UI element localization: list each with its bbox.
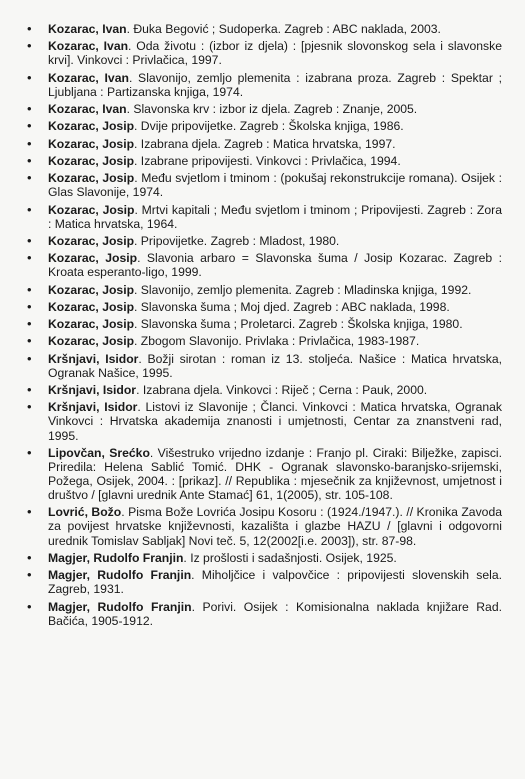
bullet-icon: •: [27, 170, 32, 186]
bibliography-entry: [27, 350, 502, 380]
entry-description: . Đuka Begović ; Sudoperka. Zagreb : ABC naklada, 2003.: [126, 22, 441, 36]
entry-description: . Slavonia arbaro = Slavonska šuma / Josip Kozarac. Zagreb : Kroata esperanto-ligo, 1999.: [48, 251, 503, 280]
bullet-icon: •: [27, 399, 32, 415]
bibliography-entry: [27, 250, 503, 280]
entry-description: . Slavonska krv : izbor iz djela. Zagreb : Znanje, 2005.: [126, 102, 418, 117]
entry-description: . Višestruko vrijedno izdanje : Franjo pl. Ciraki: Bilježke, zapisci. Priredila: Helena Sablić Tomić. DHK - Ogranak slavonsko-baranjsko-srijemski, Požega, Osijek, 2004. : [prikaz]. // Republika : mjesečnik za književnost, umjetnost i društvo / [glavni urednik Ante Stamać] 61, 1(2005), str. 105-108.: [48, 445, 503, 503]
entry-description: . Izabrana djela. Vinkovci : Riječ ; Cerna : Pauk, 2000.: [136, 383, 428, 398]
entry-author: Kozarac, Josip: [48, 136, 135, 151]
entry-description: . Slavonijo, zemljo plemenita. Zagreb : Mladinska knjiga, 1992.: [134, 282, 472, 297]
bibliography-entry: [27, 201, 502, 231]
bullet-icon: •: [27, 598, 32, 614]
bibliography-entry: [27, 333, 502, 349]
entry-description: . Slavonska šuma ; Proletarci. Zagreb : Školska knjiga, 1980.: [134, 317, 463, 332]
bullet-icon: •: [27, 316, 32, 332]
entry-author: Magjer, Rudolfo Franjin: [48, 568, 192, 583]
bibliography-entry: [27, 382, 502, 398]
bullet-icon: •: [27, 281, 32, 297]
entry-description: . Pisma Bože Lovrića Josipu Kosoru : (1924./1947.). // Kronika Zavoda za povijest hrvatske književnosti, kazališta i glazbe HAZU / [glavni i odgovorni urednik Tomislav Sabljak] Novi teč. 5, 12(2002[i.e. 2003]), str. 87-98.: [48, 505, 502, 548]
bullet-icon: •: [27, 69, 32, 85]
entry-description: . Oda životu : (izbor iz djela) : [pjesnik slovonskog sela i slavonske krvi]. Vinkovci : Privlačica, 1997.: [48, 39, 502, 68]
entry-description: . Iz prošlosti i sadašnjosti. Osijek, 1925.: [183, 550, 397, 565]
entry-author: Kozarac, Ivan: [48, 102, 127, 117]
bullet-icon: •: [27, 250, 32, 266]
bullet-icon: •: [27, 21, 32, 36]
entry-author: Magjer, Rudolfo Franjin: [48, 550, 184, 565]
bibliography-list: [27, 21, 503, 631]
entry-description: . Dvije pripovijetke. Zagreb : Školska knjiga, 1986.: [134, 119, 404, 134]
bibliography-entry: [27, 101, 502, 117]
bullet-icon: •: [27, 549, 32, 565]
bullet-icon: •: [27, 567, 32, 583]
bullet-icon: •: [27, 444, 32, 460]
entry-author: Kozarac, Josip: [48, 251, 138, 266]
entry-author: Kozarac, Josip: [48, 299, 135, 314]
entry-description: . Porivi. Osijek : Komisionalna naklada knjižare Rad. Bačića, 1905-1912.: [48, 599, 502, 628]
bullet-icon: •: [27, 135, 32, 151]
entry-description: . Među svjetlom i tminom : (pokušaj rekonstrukcije romana). Osijek : Glas Slavonije, 1974.: [48, 171, 502, 200]
bibliography-entry: [27, 170, 502, 200]
entry-author: Kozarac, Josip: [48, 282, 135, 297]
bibliography-entry: [27, 549, 502, 565]
bibliography-entry: [27, 281, 502, 297]
entry-description: . Zbogom Slavonijo. Privlaka : Privlačica, 1983-1987.: [134, 334, 420, 349]
bullet-icon: •: [27, 232, 32, 248]
bibliography-entry: [27, 152, 502, 168]
bibliography-entry: [27, 504, 502, 548]
entry-description: . Slavonijo, zemljo plemenita : izabrana proza. Zagreb : Spektar ; Ljubljana : Partizanska knjiga, 1974.: [48, 70, 502, 99]
bullet-icon: •: [27, 101, 32, 117]
bibliography-entry: [27, 69, 502, 99]
entry-author: Lovrić, Božo: [48, 505, 122, 520]
bullet-icon: •: [27, 504, 32, 520]
bullet-icon: •: [27, 333, 32, 349]
bibliography-entry: [27, 38, 502, 68]
entry-description: . Izabrane pripovijesti. Vinkovci : Privlačica, 1994.: [134, 153, 401, 168]
entry-author: Kozarac, Josip: [48, 334, 135, 349]
bibliography-entry: [27, 135, 502, 151]
bullet-icon: •: [27, 38, 32, 54]
bibliography-entry: [27, 232, 502, 248]
bullet-icon: •: [27, 382, 32, 398]
bibliography-entry: [27, 598, 502, 628]
bibliography-entry: [27, 118, 502, 134]
entry-author: Kozarac, Josip: [48, 153, 135, 168]
bibliography-entry: [27, 399, 502, 443]
entry-author: Kozarac, Ivan: [48, 70, 129, 85]
bullet-icon: •: [27, 350, 32, 366]
bibliography-entry: [27, 298, 502, 314]
entry-description: . Božji sirotan : roman iz 13. stoljeća. Našice : Matica hrvatska, Ogranak Našice, 1995.: [48, 351, 502, 380]
bullet-icon: •: [27, 152, 32, 168]
entry-author: Kozarac, Josip: [48, 202, 135, 217]
entry-description: . Miholjčice i valpovčice : pripovijesti slovenskih sela. Zagreb, 1931.: [48, 568, 503, 597]
entry-author: Kozarac, Ivan: [48, 22, 127, 36]
entry-author: Magjer, Rudolfo Franjin: [48, 599, 192, 614]
entry-author: Kršnjavi, Isidor: [48, 400, 138, 415]
entry-author: Kozarac, Josip: [48, 171, 135, 186]
entry-author: Kozarac, Ivan: [48, 39, 129, 54]
entry-description: . Mrtvi kapitali ; Među svjetlom i tminom ; Pripovijesti. Zagreb : Zora : Matica hrvatska, 1964.: [48, 202, 502, 231]
entry-author: Kršnjavi, Isidor: [48, 383, 137, 398]
entry-author: Kozarac, Josip: [48, 233, 135, 248]
bullet-icon: •: [27, 201, 32, 217]
entry-description: . Pripovijetke. Zagreb : Mladost, 1980.: [134, 233, 340, 248]
entry-description: . Slavonska šuma ; Moj djed. Zagreb : ABC naklada, 1998.: [134, 299, 450, 314]
entry-description: . Izabrana djela. Zagreb : Matica hrvatska, 1997.: [134, 136, 396, 151]
entry-author: Lipovčan, Srećko: [48, 445, 150, 460]
bibliography-entry: [27, 567, 503, 597]
bullet-icon: •: [27, 118, 32, 134]
entry-author: Kozarac, Josip: [48, 317, 135, 332]
bibliography-entry: [27, 444, 503, 503]
bibliography-entry: [27, 316, 502, 332]
entry-description: . Listovi iz Slavonije ; Članci. Vinkovci : Matica hrvatska, Ogranak Vinkovci : Hrvatska akademija znanosti i umjetnosti, Centar za znanstveni rad, 1995.: [48, 400, 502, 443]
bibliography-entry: [27, 21, 502, 36]
entry-author: Kršnjavi, Isidor: [48, 351, 139, 366]
entry-author: Kozarac, Josip: [48, 119, 135, 134]
bullet-icon: •: [27, 298, 32, 314]
